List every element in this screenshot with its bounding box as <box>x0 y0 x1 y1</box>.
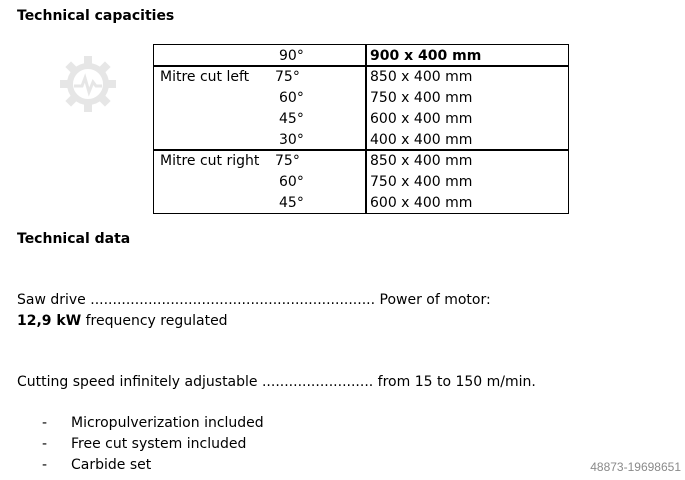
capacity-cell: 600 x 400 mm <box>370 111 473 127</box>
table-column-divider <box>365 45 367 213</box>
reference-id: 48873-19698651 <box>590 460 681 474</box>
motor-power-value: 12,9 kW <box>17 313 82 329</box>
mitre-left-label: Mitre cut left <box>160 69 250 85</box>
capacity-cell: 750 x 400 mm <box>370 90 473 106</box>
gear-pulse-icon <box>56 52 120 116</box>
angle-cell: 60° <box>279 90 304 106</box>
motor-power-line <box>17 313 228 329</box>
feature-text: Carbide set <box>71 457 152 473</box>
section-title-technical-data: Technical data <box>17 231 131 247</box>
feature-text: Micropulverization included <box>71 415 264 431</box>
feature-text: Free cut system included <box>71 436 247 452</box>
capacities-table <box>153 44 569 214</box>
capacity-cell: 750 x 400 mm <box>370 174 473 190</box>
list-item <box>0 457 400 477</box>
capacity-cell: 850 x 400 mm <box>370 153 473 169</box>
list-item <box>0 436 400 456</box>
saw-drive-line: Saw drive ................................................................ Power of motor: <box>17 292 491 308</box>
angle-cell: 90° <box>279 48 304 64</box>
bullet-dash: - <box>42 415 48 431</box>
angle-cell: 75° <box>275 153 300 169</box>
bullet-dash: - <box>42 436 48 452</box>
capacity-cell: 600 x 400 mm <box>370 195 473 211</box>
capacity-cell: 400 x 400 mm <box>370 132 473 148</box>
angle-cell: 30° <box>279 132 304 148</box>
angle-cell: 75° <box>275 69 300 85</box>
angle-cell: 45° <box>279 195 304 211</box>
mitre-right-label: Mitre cut right <box>160 153 260 169</box>
list-item <box>0 415 400 435</box>
motor-power-suffix: frequency regulated <box>81 313 228 329</box>
angle-cell: 45° <box>279 111 304 127</box>
capacity-cell: 850 x 400 mm <box>370 69 473 85</box>
angle-cell: 60° <box>279 174 304 190</box>
section-title-capacities: Technical capacities <box>17 8 175 24</box>
cutting-speed-line: Cutting speed infinitely adjustable ......................... from 15 to 150 m/min. <box>17 374 536 390</box>
bullet-dash: - <box>42 457 48 473</box>
capacity-cell: 900 x 400 mm <box>370 48 482 64</box>
